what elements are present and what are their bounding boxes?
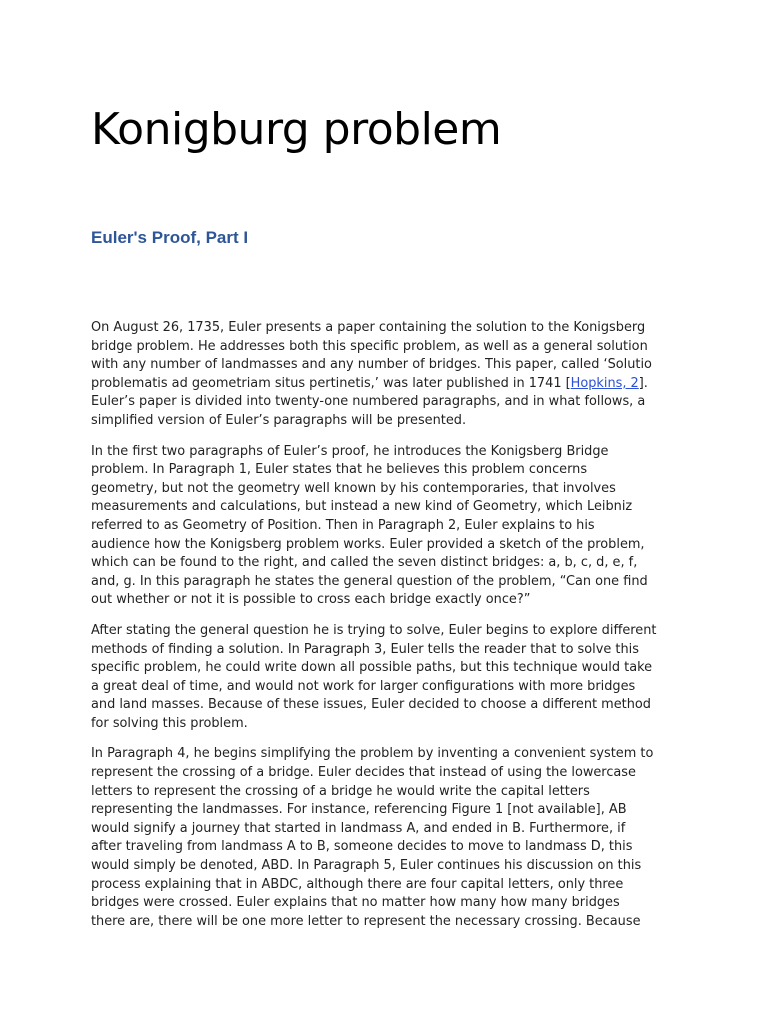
text-line: simplified version of Euler’s paragraphs will be presented. [91, 412, 467, 428]
text-line: geometry, but not the geometry well known by his contemporaries, that involves [91, 480, 616, 496]
text-line: a great deal of time, and would not work for larger configurations with more bridges [91, 678, 636, 694]
text-line: process explaining that in ABDC, although there are four capital letters, only three [91, 876, 624, 892]
text-line: measurements and calculations, but instead a new kind of Geometry, which Leibniz [91, 499, 633, 515]
text-line: referred to as Geometry of Position. Then in Paragraph 2, Euler explains to his [91, 517, 595, 533]
text-line: bridges were crossed. Euler explains that no matter how many how many bridges [91, 895, 620, 911]
text-line: Euler’s paper is divided into twenty-one numbered paragraphs, and in what follows, a [91, 394, 646, 410]
text-line: After stating the general question he is trying to solve, Euler begins to explore different [91, 622, 657, 638]
text-line: bridge problem. He addresses both this specific problem, as well as a general solution [91, 338, 648, 354]
text-segment: ]. [638, 375, 648, 391]
text-line: with any number of landmasses and any number of bridges. This paper, called ‘Solutio [91, 357, 652, 373]
text-line: audience how the Konigsberg problem works. Euler provided a sketch of the problem, [91, 536, 645, 552]
paragraph-3 [91, 622, 681, 734]
text-line: after traveling from landmass A to B, someone decides to move to landmass D, this [91, 839, 633, 855]
paragraph-1 [91, 319, 681, 431]
text-line: and land masses. Because of these issues, Euler decided to choose a different method [91, 697, 651, 713]
body-text [91, 319, 681, 943]
text-line: represent the crossing of a bridge. Euler decides that instead of using the lowercase [91, 765, 636, 781]
text-line: On August 26, 1735, Euler presents a paper containing the solution to the Konigsberg [91, 320, 646, 335]
text-line: for solving this problem. [91, 715, 248, 731]
page-title: Konigburg problem [91, 104, 502, 155]
section-heading: Euler's Proof, Part I [91, 228, 249, 247]
text-line: In the first two paragraphs of Euler’s proof, he introduces the Konigsberg Bridge [91, 443, 609, 459]
text-line: out whether or not it is possible to cross each bridge exactly once?” [91, 592, 531, 608]
text-line: would signify a journey that started in landmass A, and ended in B. Furthermore, if [91, 820, 626, 836]
text-line: specific problem, he could write down all possible paths, but this technique would take [91, 660, 653, 676]
text-line: which can be found to the right, and called the seven distinct bridges: a, b, c, d, e, f, [91, 555, 638, 571]
text-line: would simply be denoted, ABD. In Paragraph 5, Euler continues his discussion on this [91, 858, 642, 874]
hopkins-citation-link[interactable]: Hopkins, 2 [570, 375, 639, 391]
text-line: In Paragraph 4, he begins simplifying the problem by inventing a convenient system to [91, 746, 654, 762]
text-line: representing the landmasses. For instance, referencing Figure 1 [not available], AB [91, 802, 627, 818]
text-line: and, g. In this paragraph he states the general question of the problem, “Can one find [91, 573, 648, 589]
text-line: methods of finding a solution. In Paragraph 3, Euler tells the reader that to solve this [91, 641, 639, 657]
text-line: problem. In Paragraph 1, Euler states that he believes this problem concerns [91, 462, 588, 478]
text-line: there are, there will be one more letter to represent the necessary crossing. Because [91, 913, 641, 929]
text-line: letters to represent the crossing of a bridge he would write the capital letters [91, 783, 590, 799]
paragraph-4 [91, 745, 681, 931]
paragraph-2 [91, 443, 681, 610]
text-segment: problematis ad geometriam situs pertinetis,’ was later published in 1741 [ [91, 375, 571, 391]
text-line-with-link [91, 375, 681, 394]
